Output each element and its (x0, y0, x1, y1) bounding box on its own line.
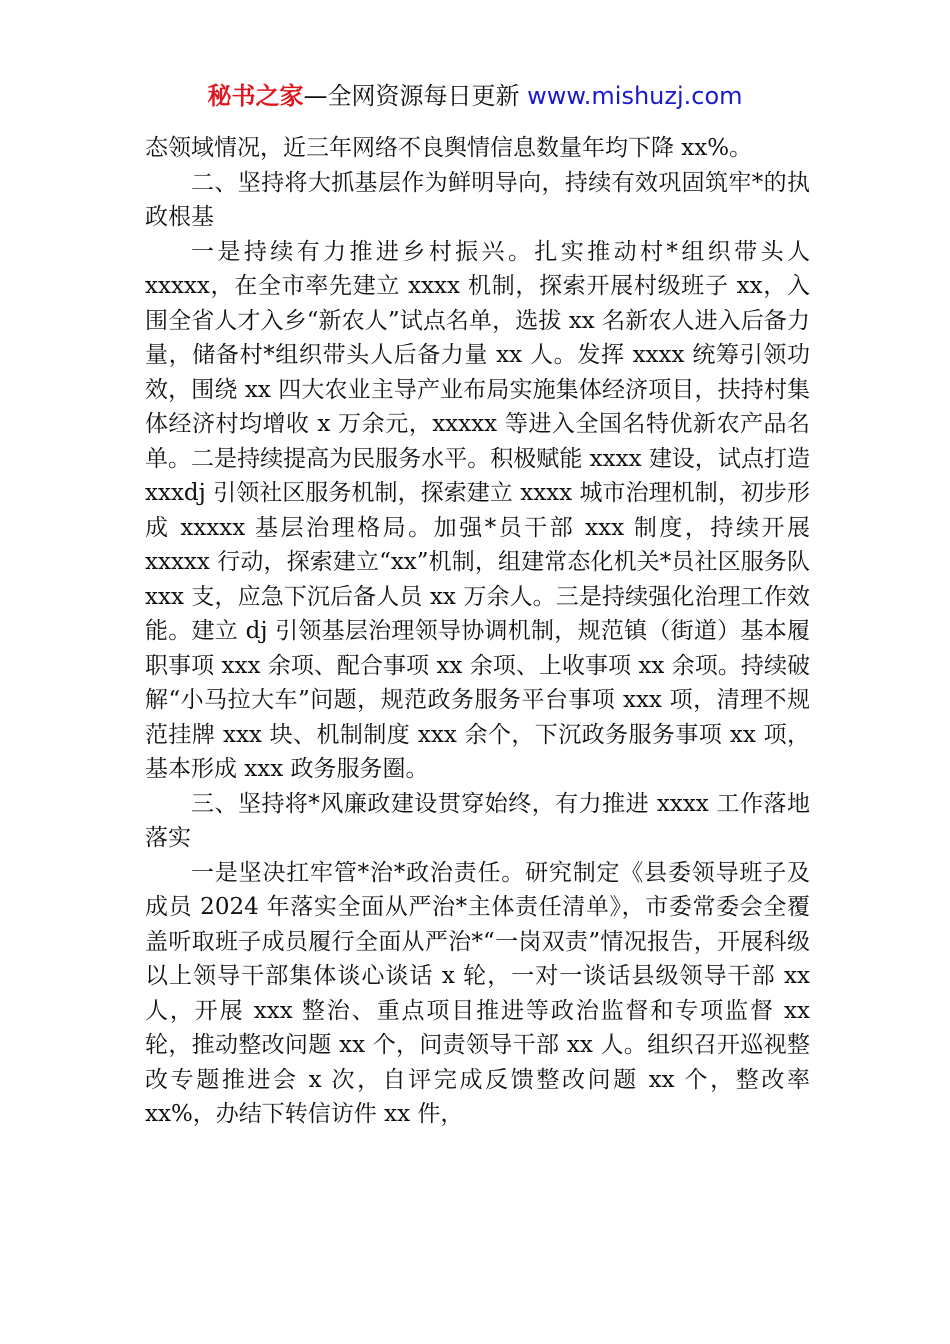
site-brand[interactable]: 秘书之家 (207, 82, 304, 110)
section-heading-3: 三、坚持将*风廉政建设贯穿始终，有力推进 xxxx 工作落地落实 (145, 790, 810, 851)
site-tagline: —全网资源每日更新 (303, 82, 528, 110)
body-paragraph: 一是坚决扛牢管*治*政治责任。研究制定《县委领导班子及成员 2024 年落实全面从严治*主体责任清单》，市委常委会全覆盖听取班子成员履行全面从严治*“一岗双责”情况报告，开展科级以上领导干部集体谈心谈话 x 轮，一对一谈话县级领导干部 xx 人，开展 xxx 整治、重点项目推进等政治监督和专项监督 xx 轮，推动整改问题 xx 个，问责领导干部 xx 人。组织召开巡视整改专题推进会 x 次，自评完成反馈整改问题 xx 个，整改率 xx%，办结下转信访件 xx 件， (145, 859, 810, 1127)
site-url-link[interactable]: www.mishuzj.com (527, 82, 743, 110)
document-body (145, 131, 810, 1132)
site-header (0, 80, 950, 112)
continuation-paragraph: 态领域情况，近三年网络不良舆情信息数量年均下降 xx%。 (145, 135, 753, 161)
section-heading-2: 二、坚持将大抓基层作为鲜明导向，持续有效巩固筑牢*的执政根基 (145, 169, 810, 230)
body-paragraph: 一是持续有力推进乡村振兴。扎实推动村*组织带头人 xxxxx，在全市率先建立 xxxx 机制，探索开展村级班子 xx，入围全省人才入乡“新农人”试点名单，选拔 xx 名新农人进入后备力量，储备村*组织带头人后备力量 xx 人。发挥 xxxx 统筹引领功效，围绕 xx 四大农业主导产业布局实施集体经济项目，扶持村集体经济村均增收 x 万余元，xxxxx 等进入全国名特优新农产品名单。二是持续提高为民服务水平。积极赋能 xxxx 建设，试点打造 xxxdj 引领社区服务机制，探索建立 xxxx 城市治理机制，初步形成 xxxxx 基层治理格局。加强*员干部 xxx 制度，持续开展 xxxxx 行动，探索建立“xx”机制，组建常态化机关*员社区服务队 xxx 支，应急下沉后备人员 xx 万余人。三是持续强化治理工作效能。建立 dj 引领基层治理领导协调机制，规范镇（街道）基本履职事项 xxx 余项、配合事项 xx 余项、上收事项 xx 余项。持续破解“小马拉大车”问题，规范政务服务平台事项 xxx 项，清理不规范挂牌 xxx 块、机制制度 xxx 余个，下沉政务服务事项 xx 项，基本形成 xxx 政务服务圈。 (145, 238, 810, 782)
